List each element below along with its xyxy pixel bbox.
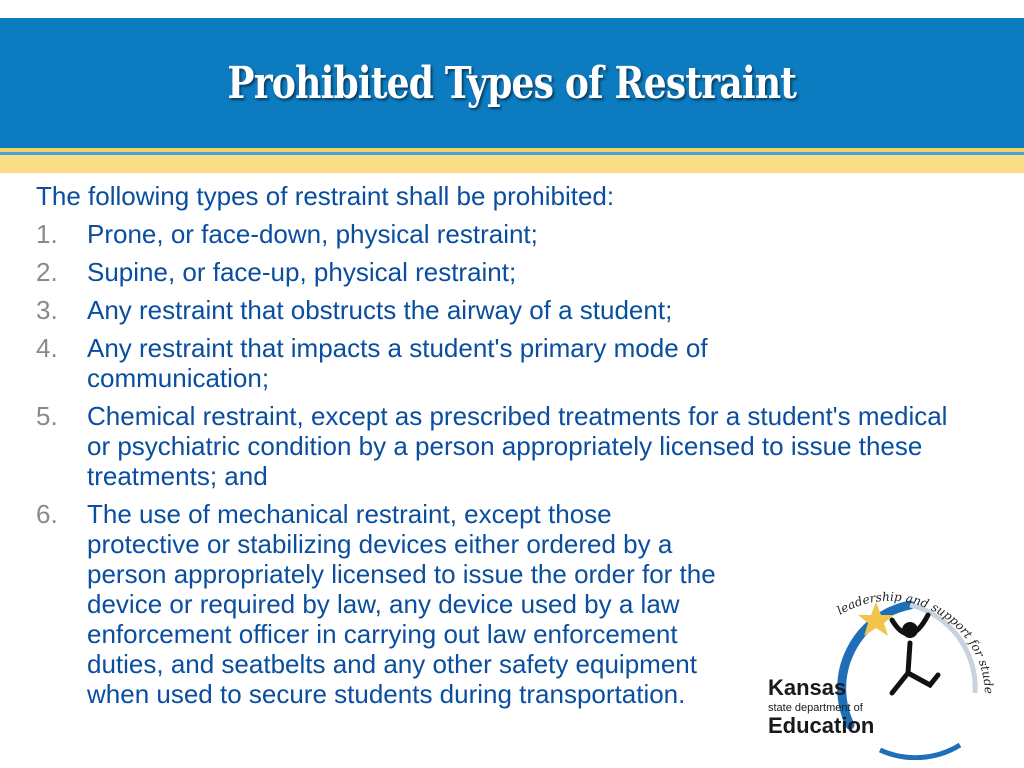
item-number: 2.: [36, 257, 58, 287]
item-number: 3.: [36, 295, 58, 325]
logo-education: Education: [768, 713, 875, 738]
list-item: [36, 401, 996, 491]
logo-graphic: [760, 575, 1000, 760]
item-text-wrap: [87, 499, 716, 709]
logo-state-dept: state department of: [768, 702, 863, 714]
list-item: [36, 333, 996, 393]
list-item: [36, 295, 996, 325]
item-number: 5.: [36, 401, 58, 431]
item-text: Any restraint that impacts a student's primary mode of communication;: [87, 333, 708, 393]
logo-kansas: Kansas: [768, 675, 847, 700]
person-figure-icon: [892, 615, 938, 693]
slide-title: Prohibited Types of Restraint: [227, 57, 797, 109]
item-text: Chemical restraint, except as prescribed treatments for a student's medical or psychiatric condition by a person appropriately licensed to issue these treatments; and: [87, 401, 948, 491]
gold-band: [0, 155, 1024, 173]
item-text-content: The use of mechanical restraint, except those protective or stabilizing devices either ordered by a person appropriately licensed to issue the order for the device or required by law, any device used by a law enforcement officer in carrying out law enforcement duties, and seatbelts and any other safety equipment when used to secure students during transportation.: [87, 499, 716, 709]
list-item: [36, 257, 996, 287]
item-text: Prone, or face-down, physical restraint;: [87, 219, 538, 249]
ksde-logo: [760, 575, 1000, 760]
swoosh-arc-bottom: [880, 745, 960, 758]
logo-arc-text: leadership and support for stude: [834, 589, 997, 695]
item-number: 1.: [36, 219, 58, 249]
item-number: 4.: [36, 333, 58, 363]
item-text: Any restraint that obstructs the airway of a student;: [87, 295, 673, 325]
intro-text: The following types of restraint shall be prohibited:: [36, 181, 615, 211]
item-text: Supine, or face-up, physical restraint;: [87, 257, 517, 287]
list-item: [36, 219, 996, 249]
item-number: 6.: [36, 499, 58, 529]
title-band: [0, 18, 1024, 148]
